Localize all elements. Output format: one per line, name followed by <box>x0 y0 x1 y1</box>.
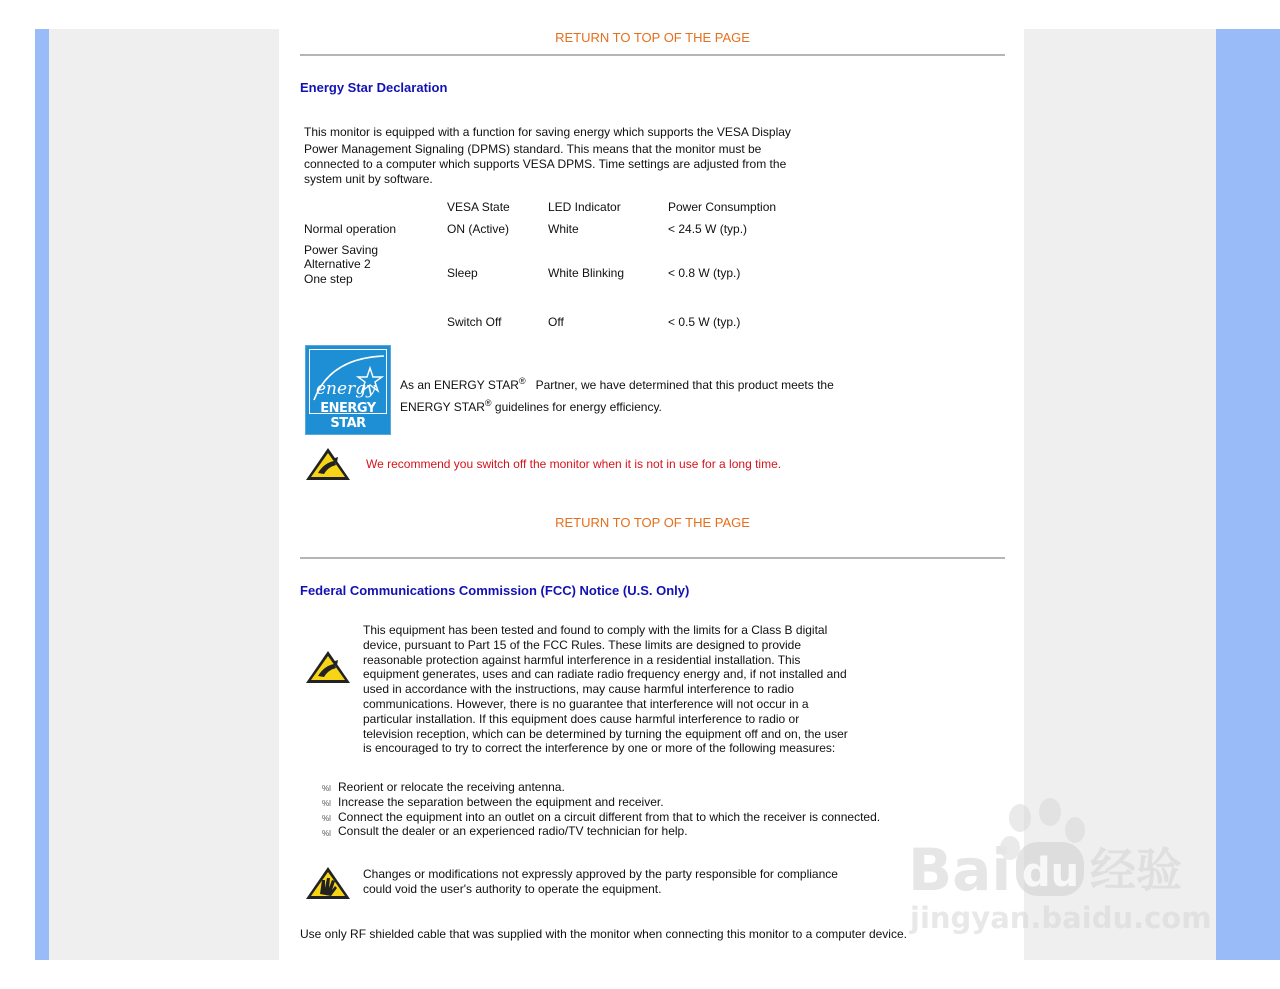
partner-line <box>400 396 880 415</box>
row-state: ON (Active) <box>447 222 510 236</box>
fcc-line: This equipment has been tested and found to comply with the limits for a Class B digital <box>363 623 828 637</box>
warning-hand-icon <box>304 864 352 902</box>
energy-star-logo <box>305 345 391 435</box>
row-state: Sleep <box>447 266 478 280</box>
warning-hand-icon <box>304 445 352 483</box>
row-led: White Blinking <box>548 266 625 280</box>
row-state: Switch Off <box>447 315 502 329</box>
row-power: < 24.5 W (typ.) <box>668 222 748 236</box>
fcc-changes <box>363 867 883 897</box>
fcc-body <box>363 623 883 756</box>
right-blue-border <box>1216 29 1280 960</box>
energy-intro <box>304 125 824 187</box>
return-to-top-link[interactable]: RETURN TO TOP OF THE PAGE <box>555 515 750 530</box>
fcc-line: device, pursuant to Part 15 of the FCC Rules. These limits are designed to provide <box>363 637 802 652</box>
partner-text: Partner, we have determined that this product meets the <box>535 378 834 392</box>
bullet-icon: %l <box>322 799 331 808</box>
row-mode: One step <box>304 272 353 286</box>
row-mode: Power Saving <box>304 243 379 257</box>
header-vesa-state: VESA State <box>447 200 510 214</box>
bullet-icon: %l <box>322 784 331 793</box>
fcc-line: communications. However, there is no guarantee that interference will not occur in a <box>363 696 809 711</box>
header-led-indicator: LED Indicator <box>548 200 621 214</box>
fcc-heading: Federal Communications Commission (FCC) Notice (U.S. Only) <box>300 583 690 598</box>
row-power: < 0.8 W (typ.) <box>668 266 741 280</box>
energy-recommend-text: We recommend you switch off the monitor when it is not in use for a long time. <box>366 457 782 471</box>
row-mode: Alternative 2 <box>304 257 371 271</box>
left-gray-margin <box>49 29 279 960</box>
list-item: Connect the equipment into an outlet on a circuit different from that to which the receiver is connected. <box>338 810 881 824</box>
row-led: White <box>548 222 579 236</box>
bullet-icon: %l <box>322 829 331 838</box>
intro-line: connected to a computer which supports VESA DPMS. Time settings are adjusted from the <box>304 157 787 171</box>
bullet-icon: %l <box>322 814 331 823</box>
baidu-jingyan-watermark <box>900 790 1220 950</box>
fcc-cable-note: Use only RF shielded cable that was supplied with the monitor when connecting this monitor to a computer device. <box>300 927 907 941</box>
fcc-line: television reception, which can be determined by turning the equipment off and on, the user <box>363 726 848 741</box>
energy-partner-text <box>400 374 880 415</box>
divider <box>300 54 1005 56</box>
changes-line: Changes or modifications not expressly approved by the party responsible for compliance <box>363 867 838 881</box>
energy-star-logo-text: ENERGY STAR <box>320 401 376 431</box>
partner-line <box>400 374 880 393</box>
left-blue-border <box>35 29 49 960</box>
watermark-url: jingyan.baidu.com <box>910 901 1212 935</box>
warning-hand-icon <box>304 648 352 686</box>
fcc-line: particular installation. If this equipment does cause harmful interference to radio or <box>363 711 800 726</box>
intro-line: This monitor is equipped with a function for saving energy which supports the VESA Display <box>304 125 791 139</box>
registered-mark: ® <box>518 376 526 386</box>
fcc-line: used in accordance with the instructions, may cause harmful interference to radio <box>363 682 794 697</box>
intro-line: Power Management Signaling (DPMS) standard. This means that the monitor must be <box>304 142 762 156</box>
fcc-line: equipment generates, uses and can radiate radio frequency energy and, if not installed and <box>363 667 847 682</box>
list-item: Increase the separation between the equipment and receiver. <box>338 795 664 809</box>
partner-text: ENERGY STAR <box>400 400 485 414</box>
watermark-brand: Bai <box>908 836 1012 904</box>
row-mode: Normal operation <box>304 222 397 236</box>
changes-line: could void the user's authority to operate the equipment. <box>363 882 662 896</box>
watermark-brand: du <box>1022 850 1080 896</box>
watermark-brand: 经验 <box>1090 843 1182 897</box>
row-led: Off <box>548 315 564 329</box>
fcc-line: is encouraged to try to correct the interference by one or more of the following measures: <box>363 741 836 756</box>
registered-mark: ® <box>484 398 492 408</box>
energy-script: energy <box>316 379 376 399</box>
intro-line: system unit by software. <box>304 172 433 186</box>
header-power-consumption: Power Consumption <box>668 200 777 214</box>
list-item: Reorient or relocate the receiving antenna. <box>338 780 565 794</box>
partner-text: As an ENERGY STAR <box>400 378 519 392</box>
fcc-line: reasonable protection against harmful interference in a residential installation. This <box>363 652 801 667</box>
partner-text: guidelines for energy efficiency. <box>491 400 662 414</box>
row-power: < 0.5 W (typ.) <box>668 315 741 329</box>
list-item: Consult the dealer or an experienced radio/TV technician for help. <box>338 824 688 838</box>
energy-star-heading: Energy Star Declaration <box>300 80 448 95</box>
return-to-top-link[interactable]: RETURN TO TOP OF THE PAGE <box>555 30 750 45</box>
divider <box>300 557 1005 559</box>
